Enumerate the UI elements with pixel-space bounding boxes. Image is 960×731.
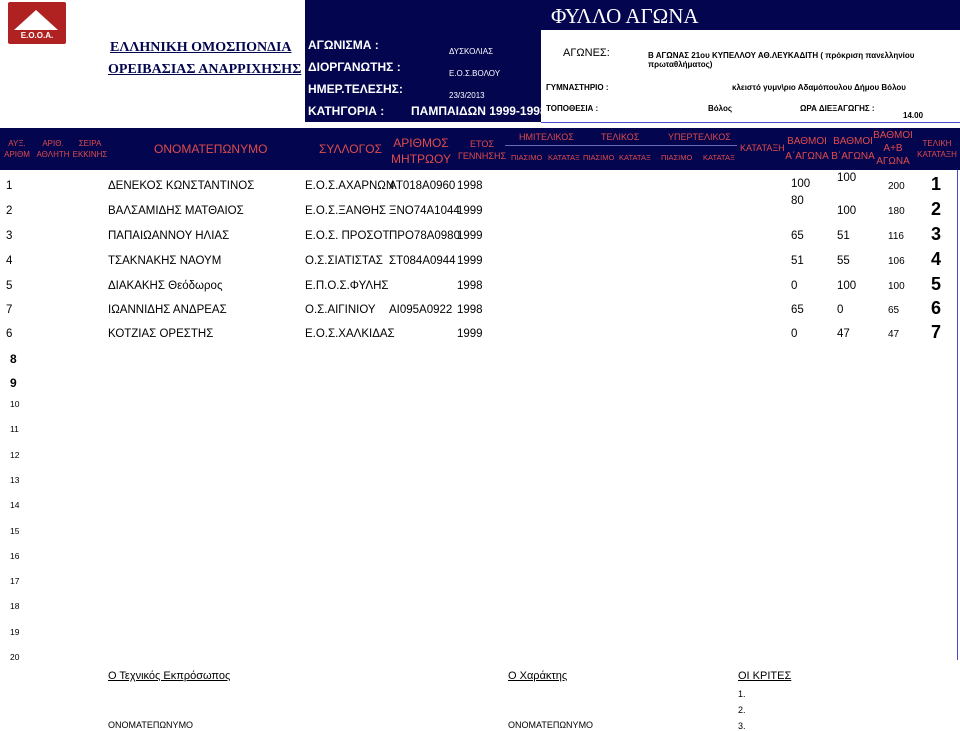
- cell-name: ΔΕΝΕΚΟΣ ΚΩΝΣΤΑΝΤΙΝΟΣ: [108, 180, 255, 192]
- cell-rank: 4: [931, 249, 942, 269]
- empty-row-number: 15: [10, 525, 20, 536]
- col-seira: ΣΕΙΡΑ ΕΚΚΙΝΗΣ: [72, 139, 108, 159]
- empty-row-number: 14: [10, 500, 20, 511]
- time-value: 14.00: [903, 111, 924, 120]
- cell-year: 1999: [457, 255, 483, 267]
- round-divider: [505, 145, 737, 146]
- cell-reg: ΠΡΟ78Α0980: [389, 230, 460, 242]
- location-label: ΤΟΠΟΘΕΣΙΑ :: [546, 104, 599, 113]
- col-points-ab: ΒΑΘΜΟΙ Α+Β ΑΓΩΝΑ: [873, 130, 913, 167]
- date-value: 23/3/2013: [449, 91, 485, 100]
- cell-rank: 2: [931, 199, 942, 219]
- cell-year: 1998: [457, 180, 483, 192]
- federation-name-line1: ΕΛΛΗΝΙΚΗ ΟΜΟΣΠΟΝΔΙΑ: [110, 40, 292, 55]
- cell-year: 1998: [457, 304, 483, 316]
- cell-rank: 7: [931, 322, 942, 342]
- table-row: [0, 195, 958, 221]
- cell-a: 65: [791, 304, 804, 316]
- category-label: ΚΑΤΗΓΟΡΙΑ :: [308, 104, 385, 118]
- cell-n: 6: [6, 328, 13, 340]
- cell-club: Ο.Σ.ΣΙΑΤΙΣΤΑΣ: [305, 255, 383, 267]
- cell-a: 100: [791, 178, 811, 190]
- agones-label: ΑΓΩΝΕΣ:: [563, 47, 610, 59]
- cell-reg: ΞΝΟ74Α1044: [389, 205, 460, 217]
- empty-row-number: 17: [10, 576, 20, 587]
- cell-n: 5: [6, 280, 13, 292]
- col-year: ΕΤΟΣ ΓΕΝΝΗΣΗΣ: [457, 139, 507, 161]
- table-row: [0, 224, 958, 246]
- footer-route-setter: Ο Χαράκτης: [508, 670, 568, 682]
- federation-name-line2: ΟΡΕΙΒΑΣΙΑΣ ΑΝΑΡΡΙΧΗΣΗΣ: [108, 62, 302, 77]
- col-semifinal: ΗΜΙΤΕΛΙΚΟΣ: [519, 132, 574, 142]
- cell-reg: ΑΤ018Α0960: [389, 180, 456, 192]
- cell-b: 55: [837, 255, 850, 267]
- cell-year: 1999: [457, 230, 483, 242]
- table-row: [0, 174, 958, 196]
- col-final-katataxi: ΚΑΤΑΤΑΞ: [619, 153, 651, 162]
- col-superfinal-piasimo: ΠΙΑΣΙΜΟ: [661, 153, 693, 162]
- col-superfinal-katataxi: ΚΑΤΑΤΑΞ: [703, 153, 735, 162]
- date-label: ΗΜΕΡ.ΤΕΛΕΣΗΣ:: [308, 82, 403, 96]
- cell-n: 2: [6, 205, 13, 217]
- footer-name-label-2: ΟΝΟΜΑΤΕΠΩΝΥΜΟ: [508, 720, 594, 730]
- col-points-b: ΒΑΘΜΟΙ Β΄ΑΓΩΝΑ: [831, 136, 875, 162]
- page-title: ΦΥΛΛΟ ΑΓΩΝΑ: [551, 4, 699, 28]
- table-row: [0, 274, 958, 296]
- cell-a: 80: [791, 195, 804, 207]
- cell-club: Ε.Π.Ο.Σ.ΦΥΛΗΣ: [305, 280, 389, 292]
- cell-rank: 6: [931, 298, 942, 318]
- logo-mountain-icon: [14, 10, 58, 30]
- cell-b: 100: [837, 205, 857, 217]
- cell-b: 51: [837, 230, 850, 242]
- table-row: [0, 249, 958, 271]
- federation-logo: [8, 2, 66, 44]
- empty-row-number: 8: [10, 352, 17, 366]
- cell-name: ΙΩΑΝΝΙΔΗΣ ΑΝΔΡΕΑΣ: [108, 304, 227, 316]
- empty-row-number: 19: [10, 626, 20, 637]
- cell-ab: 200: [888, 181, 905, 192]
- cell-year: 1999: [457, 328, 483, 340]
- cell-ab: 116: [888, 231, 904, 242]
- cell-a: 65: [791, 230, 804, 242]
- diorganotis-value: Ε.Ο.Σ.ΒΟΛΟΥ: [449, 69, 501, 78]
- cell-name: ΤΣΑΚΝΑΚΗΣ ΝΑΟΥΜ: [108, 255, 222, 267]
- cell-club: Ε.Ο.Σ.ΑΧΑΡΝΩΝ: [305, 180, 395, 192]
- empty-row-number: 10: [10, 399, 20, 409]
- empty-row-number: 20: [10, 652, 20, 662]
- col-katataxi: ΚΑΤΑΤΑΞΗ: [740, 143, 785, 153]
- empty-row-number: 18: [10, 601, 20, 612]
- footer-tech-rep: Ο Τεχνικός Εκπρόσωπος: [108, 670, 231, 682]
- table-row: [0, 322, 958, 344]
- cell-club: Ο.Σ.ΑΙΓΙΝΙΟΥ: [305, 304, 376, 316]
- col-points-a: ΒΑΘΜΟΙ Α΄ΑΓΩΝΑ: [785, 136, 829, 162]
- category-value: ΠΑΜΠΑΙΔΩΝ 1999-1998: [411, 104, 547, 118]
- col-arith-athliti: ΑΡΙΘ. ΑΘΛΗΤΗ: [36, 139, 70, 159]
- cell-reg: ΑΙ095Α0922: [389, 304, 453, 316]
- cell-name: ΔΙΑΚΑΚΗΣ Θεόδωρος: [108, 280, 223, 292]
- footer-judge-3: 3.: [738, 721, 746, 731]
- agonisma-value: ΔΥΣΚΟΛΙΑΣ: [449, 47, 494, 56]
- col-registry: ΑΡΙΘΜΟΣ ΜΗΤΡΩΟΥ: [391, 136, 451, 166]
- location-value: Βόλος: [708, 104, 733, 113]
- footer-judges: ΟΙ ΚΡΙΤΕΣ: [738, 670, 792, 682]
- agonisma-label: ΑΓΩΝΙΣΜΑ :: [308, 38, 379, 52]
- cell-b: 0: [837, 304, 844, 316]
- cell-a: 51: [791, 255, 804, 267]
- cell-rank: 3: [931, 224, 942, 244]
- cell-ab: 106: [888, 256, 905, 267]
- gym-label: ΓΥΜΝΑΣΤΗΡΙΟ :: [546, 83, 609, 92]
- cell-a: 0: [791, 328, 798, 340]
- cell-year: 1999: [457, 205, 483, 217]
- agones-value: Β ΑΓΩΝΑΣ 21ου ΚΥΠΕΛΛΟΥ ΑΘ.ΛΕΥΚΑΔΙΤΗ ( πρόκριση πανελληνίου πρωταθλήματος): [648, 51, 915, 69]
- cell-rank: 5: [931, 274, 942, 294]
- empty-row-number: 9: [10, 376, 17, 390]
- cell-club: Ε.Ο.Σ.ΞΑΝΘΗΣ: [305, 205, 387, 217]
- time-label: ΩΡΑ ΔΙΕΞΑΓΩΓΗΣ :: [800, 104, 875, 113]
- cell-year: 1998: [457, 280, 483, 292]
- cell-n: 7: [6, 304, 13, 316]
- cell-ab: 180: [888, 206, 905, 217]
- empty-row-number: 11: [10, 424, 19, 435]
- cell-name: ΠΑΠΑΙΩΑΝΝΟΥ ΗΛΙΑΣ: [108, 230, 230, 242]
- col-final-rank: ΤΕΛΙΚΗ ΚΑΤΑΤΑΞΗ: [917, 139, 957, 159]
- cell-a: 0: [791, 280, 798, 292]
- diorganotis-label: ΔΙΟΡΓΑΝΩΤΗΣ :: [308, 60, 401, 74]
- col-club: ΣΥΛΛΟΓΟΣ: [319, 142, 383, 156]
- cell-name: ΚΟΤΖΙΑΣ ΟΡΕΣΤΗΣ: [108, 328, 214, 340]
- footer-name-label-1: ΟΝΟΜΑΤΕΠΩΝΥΜΟ: [108, 720, 194, 730]
- col-superfinal: ΥΠΕΡΤΕΛΙΚΟΣ: [668, 132, 731, 142]
- col-semifinal-katataxi: ΚΑΤΑΤΑΞ: [548, 153, 580, 162]
- cell-b: 100: [837, 280, 857, 292]
- empty-row-number: 12: [10, 449, 20, 460]
- cell-ab: 47: [888, 329, 900, 340]
- empty-row-number: 16: [10, 550, 20, 561]
- cell-n: 3: [6, 230, 13, 242]
- cell-club: Ε.Ο.Σ. ΠΡΟΣΟΤ: [305, 230, 390, 242]
- table-right-border: [957, 170, 958, 660]
- cell-rank: 1: [931, 174, 942, 194]
- cell-club: Ε.Ο.Σ.ΧΑΛΚΙΔΑΣ: [305, 328, 395, 340]
- info-underline: [541, 122, 960, 123]
- col-final-piasimo: ΠΙΑΣΙΜΟ: [583, 153, 615, 162]
- cell-reg: ΣΤ084Α0944: [389, 255, 456, 267]
- cell-ab: 100: [888, 281, 905, 292]
- table-row: [0, 298, 958, 320]
- col-name: ΟΝΟΜΑΤΕΠΩΝΥΜΟ: [154, 142, 268, 156]
- col-semifinal-piasimo: ΠΙΑΣΙΜΟ: [511, 153, 543, 162]
- cell-b: 47: [837, 328, 850, 340]
- cell-n: 1: [6, 180, 13, 192]
- empty-row-number: 13: [10, 474, 20, 485]
- cell-name: ΒΑΛΣΑΜΙΔΗΣ ΜΑΤΘΑΙΟΣ: [108, 205, 244, 217]
- footer-judge-1: 1.: [738, 689, 746, 699]
- footer-judge-2: 2.: [738, 705, 746, 715]
- gym-value: κλειστό γυμν\ριο Αδαμόπουλου Δήμου Βόλου: [732, 83, 906, 92]
- cell-ab: 65: [888, 305, 900, 316]
- cell-n: 4: [6, 255, 13, 267]
- col-ays-arithm: ΑΥΞ. ΑΡΙΘΜ: [4, 139, 30, 159]
- col-final: ΤΕΛΙΚΟΣ: [601, 132, 640, 142]
- logo-text: Ε.Ο.Ο.Α.: [20, 31, 54, 40]
- cell-b: 100: [837, 172, 857, 184]
